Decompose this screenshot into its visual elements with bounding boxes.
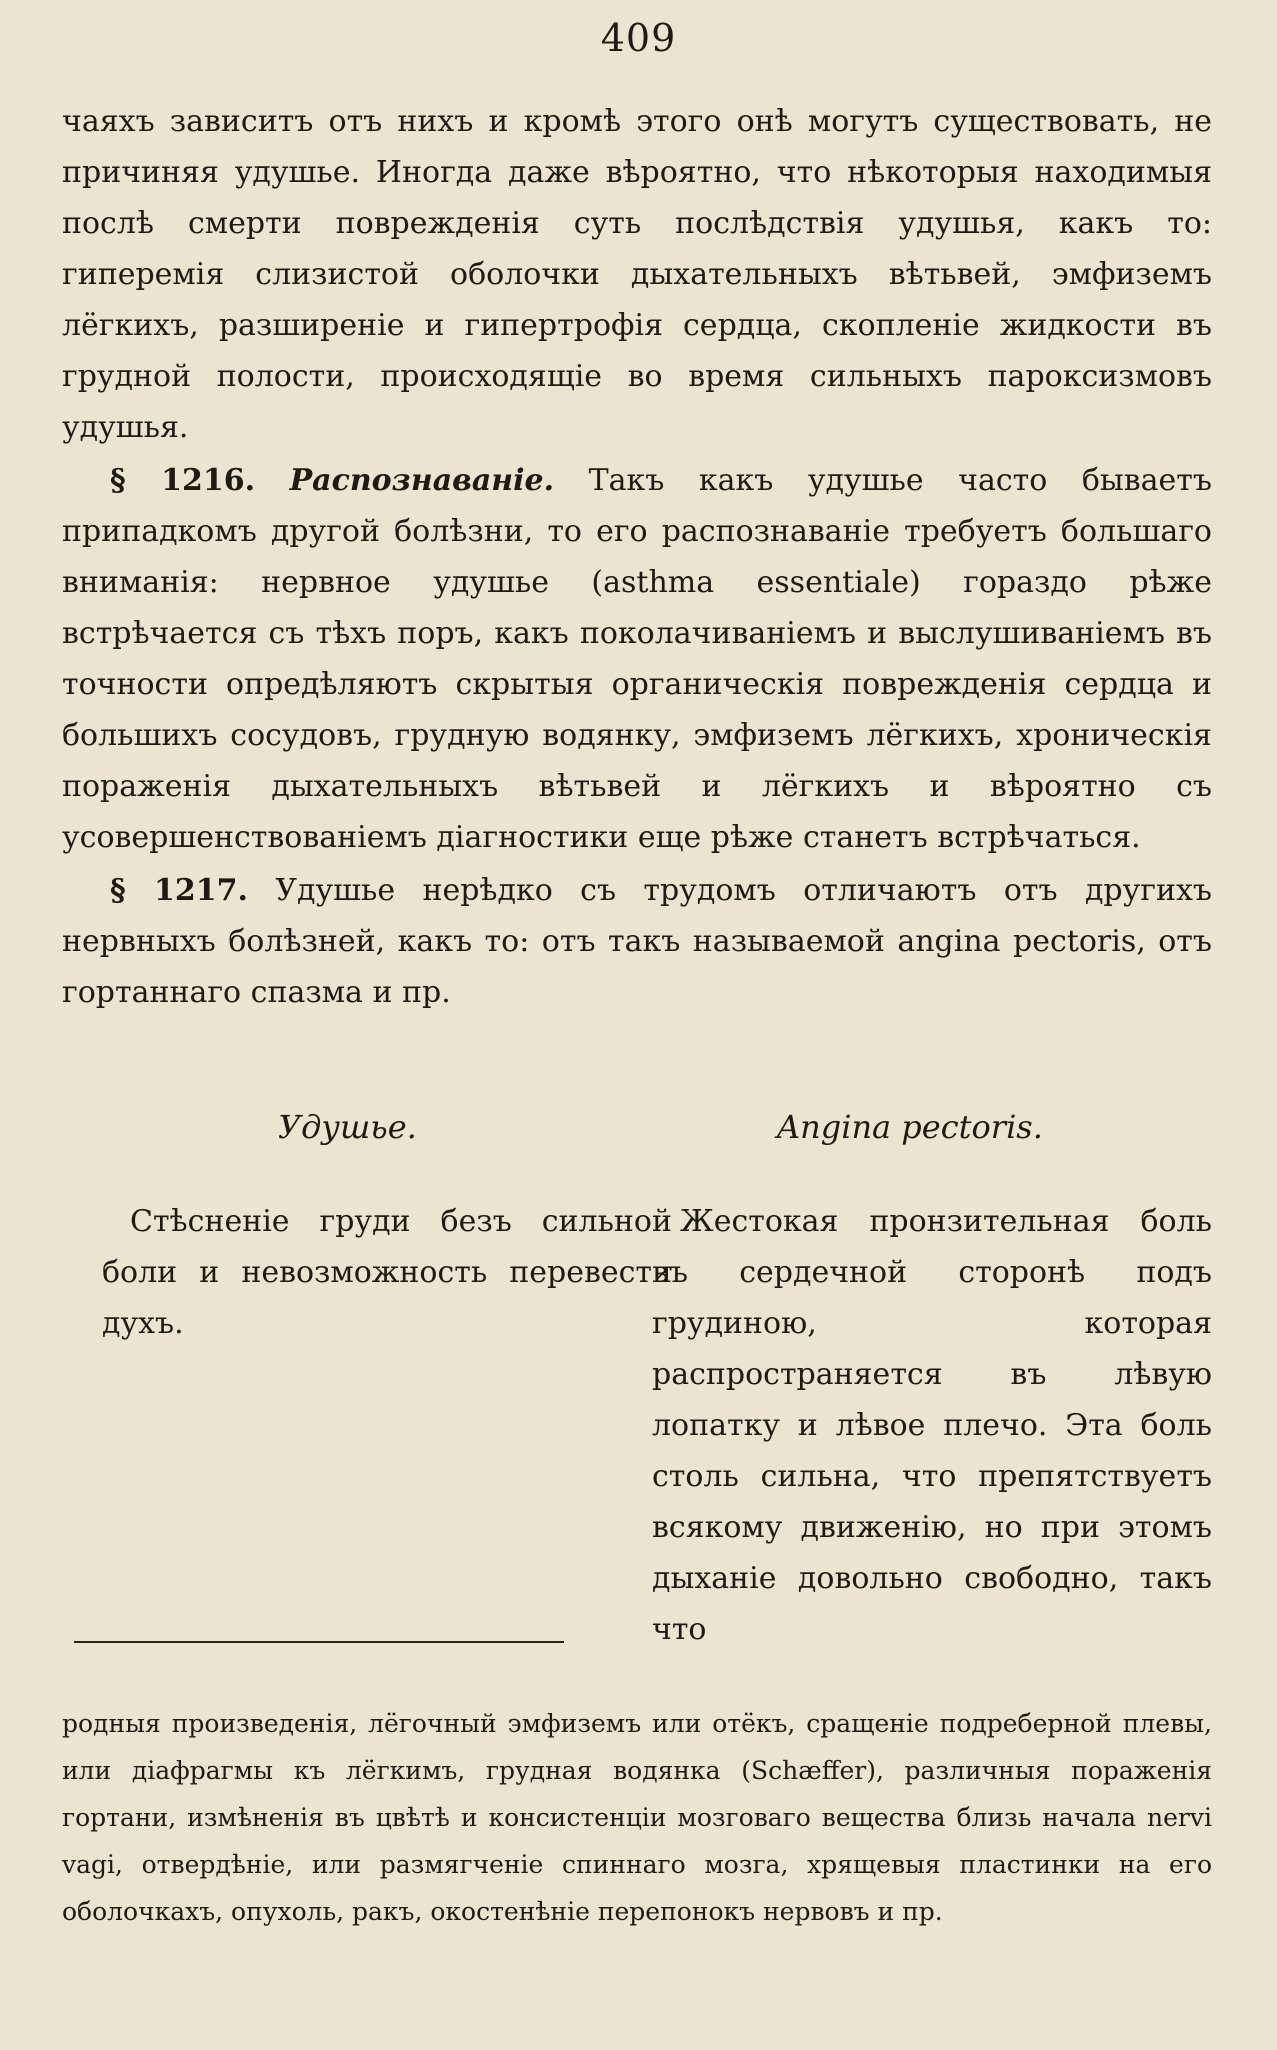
- left-column-heading: Удушье.: [278, 1108, 417, 1146]
- footnote-separator: [74, 1641, 564, 1643]
- right-column-heading: Angina pectoris.: [777, 1108, 1043, 1146]
- section-number: § 1217.: [110, 873, 248, 908]
- page-number: 409: [600, 16, 677, 60]
- left-column: [102, 1196, 672, 1349]
- left-column-text: Стѣсненіе груди безъ сильной боли и невозможность перевести духъ.: [102, 1204, 672, 1341]
- right-column-text: Жестокая пронзительная боль въ сердечной сторонѣ подъ грудиною, которая распространяется въ лѣвую лопатку и лѣвое плечо. Эта боль столь сильна, что препятствуетъ всякому движенію, но при этомъ дыханіе довольно свободно, такъ что: [652, 1204, 1212, 1647]
- paragraph-1216: [62, 455, 1212, 863]
- footnote: [62, 1700, 1212, 1935]
- footnote-text: родныя произведенія, лёгочный эмфиземъ или отёкъ, сращеніе подреберной плевы, или діафрагмы къ лёгкимъ, грудная водянка (Schæffer), различныя пораженія гортани, измѣненія въ цвѣтѣ и консистенціи мозговаго вещества близь начала nervi vagi, отвердѣніе, или размягченіе спиннаго мозга, хрящевыя пластинки на его оболочкахъ, опухоль, ракъ, окостенѣніе перепонокъ нервовъ и пр.: [62, 1709, 1212, 1926]
- section-number: § 1216.: [110, 463, 256, 498]
- paragraph-text: Удушье нерѣдко съ трудомъ отличаютъ отъ другихъ нервныхъ болѣзней, какъ то: отъ такъ называемой angina pectoris, отъ гортаннаго спазма и пр.: [62, 873, 1212, 1010]
- section-heading: Распознаваніе.: [289, 463, 555, 498]
- right-column: [652, 1196, 1212, 1655]
- main-text: [62, 96, 1212, 1018]
- paragraph-continued: чаяхъ зависитъ отъ нихъ и кромѣ этого онѣ могутъ существовать, не причиняя удушье. Иногда даже вѣроятно, что нѣкоторыя находимыя послѣ смерти поврежденія суть послѣдствія удушья, какъ то: гиперемія слизистой оболочки дыхательныхъ вѣтьвей, эмфиземъ лёгкихъ, разширеніе и гипертрофія сердца, скопленіе жидкости въ грудной полости, происходящіе во время сильныхъ пароксизмовъ удушья.: [62, 104, 1212, 445]
- paragraph-1217: [62, 865, 1212, 1018]
- paragraph-text: Такъ какъ удушье часто бываетъ припадкомъ другой болѣзни, то его распознаваніе требуетъ большаго вниманія: нервное удушье (asthma essentiale) гораздо рѣже встрѣчается съ тѣхъ поръ, какъ поколачиваніемъ и выслушиваніемъ въ точности опредѣляютъ скрытыя органическія поврежденія сердца и большихъ сосудовъ, грудную водянку, эмфиземъ лёгкихъ, хроническія пораженія дыхательныхъ вѣтьвей и лёгкихъ и вѣроятно съ усовершенствованіемъ діагностики еще рѣже станетъ встрѣчаться.: [62, 463, 1212, 855]
